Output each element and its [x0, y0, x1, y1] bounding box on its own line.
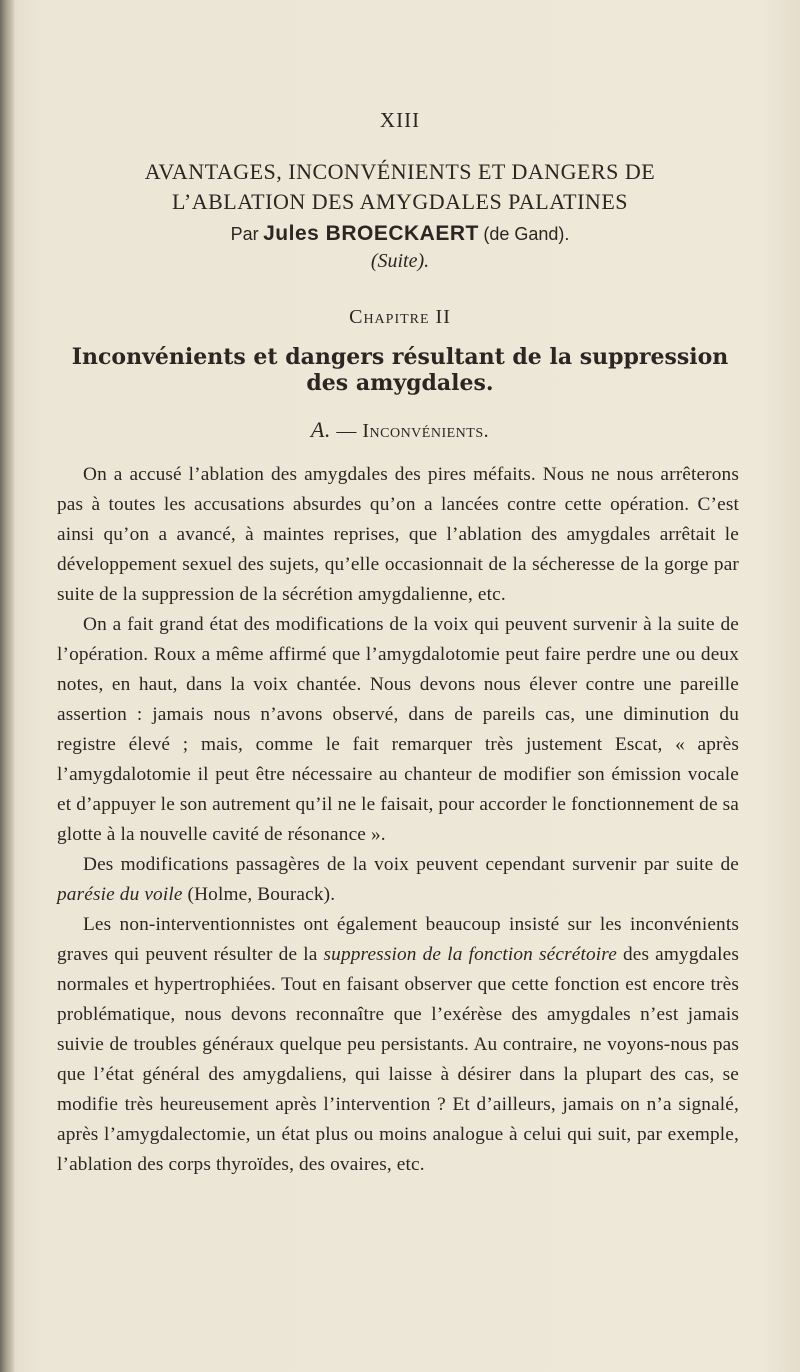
paragraph-4-emphasis: suppression de la fonction sécrétoire [323, 944, 617, 965]
article-body [57, 460, 739, 1180]
article-title-line-1: AVANTAGES, INCONVÉNIENTS ET DANGERS DE [144, 159, 656, 184]
chapter-subtitle-line-2: des amygdales. [306, 370, 494, 396]
chapter-subtitle [0, 344, 800, 396]
author-line [0, 222, 800, 246]
section-dash: — [336, 420, 357, 442]
section-heading [0, 417, 800, 443]
article-title [0, 157, 800, 217]
paragraph-3 [57, 850, 739, 910]
paragraph-3-emphasis: parésie du voile [57, 884, 183, 905]
chapter-heading: Chapitre II [349, 306, 451, 328]
chapter-subtitle-line-1: Inconvénients et dangers résultant de la suppression [71, 344, 729, 370]
section-title: Inconvénients. [362, 420, 490, 442]
paragraph-2: On a fait grand état des modifications de la voix qui peuvent survenir à la suite de l’opération. Roux a même affirmé que l’amygdalotomie peut faire perdre une ou deux notes, en haut, dans la voix chantée. Nous devons nous élever contre une pareille assertion : jamais nous n’avons observé, dans de pareils cas, une diminution du registre élevé ; mais, comme le fait remarquer très justement Escat, « après l’amygdalotomie il peut être nécessaire au chanteur de modifier son émission vocale et d’appuyer le son autrement qu’il ne le faisait, pour accorder le fonctionnement de sa glotte à la nouvelle cavité de résonance ». [57, 614, 739, 845]
paragraph-4-rest: des amygdales normales et hypertrophiées. Tout en faisant observer que cette fonction est encore très problématique, nous devons reconnaître que l’exérèse des amygdales n’est jamais suivie de troubles généraux quelque peu persistants. Au contraire, ne voyons-nous pas que l’état général des amygdaliens, qui laisse à désirer dans la plupart des cas, se modifie très heureusement après l’intervention ? Et d’ailleurs, jamais on n’a signalé, après l’amygdalectomie, un état plus ou moins analogue à celui qui suit, par exemple, l’ablation des corps thyroïdes, des ovaires, etc. [57, 944, 739, 1175]
author-prefix: Par [230, 224, 259, 244]
paragraph-1: On a accusé l’ablation des amygdales des pires méfaits. Nous ne nous arrêterons pas à toutes les accusations absurdes qu’on a lancées contre cette opération. C’est ainsi qu’on a avancé, à maintes reprises, que l’ablation des amygdales arrêtait le développement sexuel des sujets, qu’elle occasionnait de la sécheresse de la gorge par suite de la suppression de la sécrétion amygdalienne, etc. [57, 464, 739, 605]
article-title-line-2: L’ABLATION DES AMYGDALES PALATINES [171, 189, 628, 214]
author-name: Jules BROECKAERT [263, 222, 479, 245]
article-number: XIII [379, 108, 421, 132]
continuation-note: (Suite). [370, 250, 430, 272]
paragraph-3-citation: (Holme, Bourack). [182, 884, 336, 905]
paragraph-4 [57, 910, 739, 1180]
author-location: (de Gand). [483, 224, 570, 244]
paragraph-3-text: Des modifications passagères de la voix peuvent cependant survenir par suite de [83, 854, 739, 875]
section-letter: A. [310, 417, 331, 442]
paragraph-4-text: Les non-interventionnistes ont également beaucoup insisté sur les inconvénients graves qui peuvent résulter de la [57, 914, 739, 965]
